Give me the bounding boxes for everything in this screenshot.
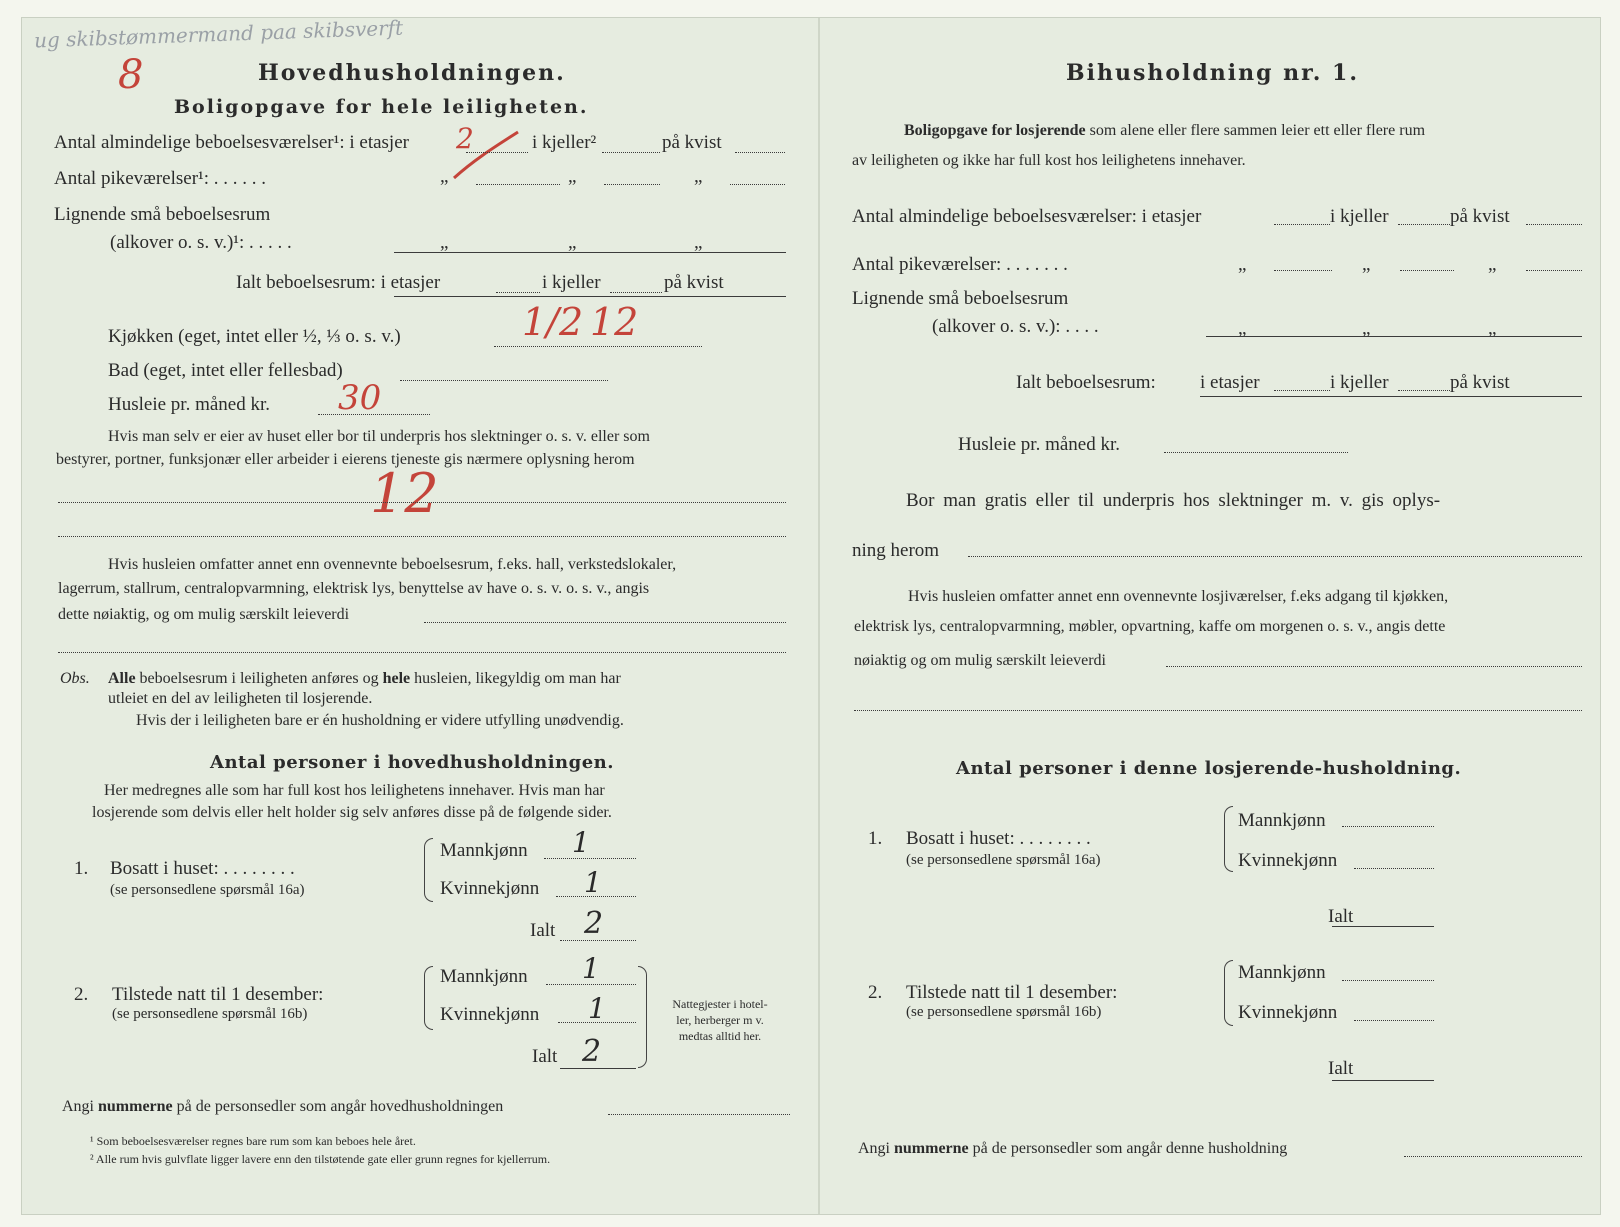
right-ialt-label: Ialt beboelsesrum: [1016, 372, 1156, 393]
right-row2-line3 [1526, 270, 1582, 271]
left-title: Hovedhusholdningen. [258, 60, 566, 86]
right-q2-ialt: Ialt [1328, 1058, 1354, 1079]
left-q2-right-brace [638, 966, 647, 1068]
left-q1-kvinne: Kvinnekjønn [440, 878, 540, 899]
right-q2-mann: Mannkjønn [1238, 962, 1326, 983]
left-natt-note-3: medtas alltid her. [678, 1029, 762, 1043]
left-q1-sub: (se personsedlene spørsmål 16a) [110, 882, 305, 898]
left-obs-text-1: beboelsesrum i leiligheten anføres og [139, 670, 379, 687]
right-kvist-line [1526, 224, 1582, 225]
left-q1-ialt: Ialt [530, 920, 556, 941]
handwritten-top-note: ug skibstømmermand paa skibsverft [33, 15, 404, 53]
left-ialt-label: Ialt beboelsesrum: i etasjer [236, 272, 441, 293]
left-herom-line-2 [58, 536, 786, 537]
left-rooms-row2-label: Antal pikeværelser¹: . . . . . . [54, 168, 267, 189]
right-ditto-4: „ [1238, 318, 1247, 339]
left-rooms-row3-label-b: (alkover o. s. v.)¹: . . . . . [110, 232, 292, 253]
left-bad-label: Bad (eget, intet eller fellesbad) [108, 360, 343, 381]
right-ialt-kjeller-line [1398, 390, 1450, 391]
left-q2-num: 2. [74, 984, 89, 1005]
left-footnote-1: ¹ Som beboelsesværelser regnes bare rum som kan beboes hele året. [90, 1134, 416, 1148]
right-q1-num: 1. [868, 828, 883, 849]
left-q2-sub: (se personsedlene spørsmål 16b) [112, 1006, 308, 1022]
left-herom-line-1 [58, 502, 786, 503]
right-intro-text-2: av leiligheten og ikke har full kost hos leilighetens innehaver. [852, 152, 1246, 169]
left-q1-kvinne-line [556, 896, 636, 897]
left-angi-a: Angi [62, 1098, 94, 1115]
handwritten-q2-mann: 1 [582, 952, 600, 985]
right-angi-c: på de personsedler som angår denne husholdning [972, 1140, 1288, 1157]
right-row2-line1 [1274, 270, 1332, 271]
left-row2-line3 [730, 184, 785, 185]
right-q2-num: 2. [868, 982, 883, 1003]
left-q2-ialt-line [560, 1068, 636, 1069]
left-q2-ialt: Ialt [532, 1046, 558, 1067]
right-gratis-2: ning herom [852, 540, 940, 561]
right-row3-label-a: Lignende små beboelsesrum [852, 288, 1069, 309]
right-ialt-kvist: på kvist [1450, 372, 1510, 393]
right-q1-mann: Mannkjønn [1238, 810, 1326, 831]
left-kvist-label: på kvist [662, 132, 722, 153]
right-angi-a: Angi [858, 1140, 890, 1157]
right-q1-label: Bosatt i huset: . . . . . . . . [906, 828, 1091, 849]
handwritten-kjokken: 1/2 [522, 300, 584, 344]
right-row3-underline [1206, 336, 1582, 337]
right-intro-bold: Boligopgave for losjerende [904, 122, 1086, 139]
left-husleie-line [318, 414, 430, 415]
left-husleie-label: Husleie pr. måned kr. [108, 394, 270, 415]
left-ditto-3: „ [694, 166, 703, 187]
right-row1-label: Antal almindelige beboelsesværelser: i etasjer [852, 206, 1202, 227]
right-kvist-label: på kvist [1450, 206, 1510, 227]
left-natt-note [650, 996, 790, 1044]
right-persons-title: Antal personer i denne losjerende-husholdning. [956, 758, 1462, 779]
right-q2-brace [1224, 960, 1233, 1026]
left-obs-text-2: husleien, likegyldig om man har [414, 670, 621, 687]
left-subtitle: Boligopgave for hele leiligheten. [174, 96, 589, 118]
left-omfatter-line-1 [424, 622, 786, 623]
right-omfatter-1: Hvis husleien omfatter annet enn ovennevnte losjiværelser, f.eks adgang til kjøkken, [908, 588, 1449, 605]
left-persons-text-2: losjerende som delvis eller helt holder sig selv anføres disse på de følgende sider. [92, 804, 612, 821]
left-ialt-underline [394, 296, 786, 297]
right-q1-ialt-line [1332, 926, 1434, 927]
left-q1-ialt-line [560, 940, 636, 941]
left-ialt-kvist: på kvist [664, 272, 724, 293]
right-q1-brace [1224, 806, 1233, 872]
left-kvist-line [735, 152, 785, 153]
right-q1-kvinne-line [1354, 868, 1434, 869]
left-q1-brace [424, 838, 433, 902]
left-q2-mann-line [546, 984, 636, 985]
left-persons-title: Antal personer i hovedhusholdningen. [210, 752, 615, 773]
left-eier-text-2: bestyrer, portner, funksjonær eller arbeider i eierens tjeneste gis nærmere oplysning herom [56, 451, 635, 468]
left-omfatter-2: lagerrum, stallrum, centralopvarmning, elektrisk lys, benyttelse av have o. s. v. o. s. v., angis [58, 580, 650, 597]
right-q2-mann-line [1342, 980, 1434, 981]
left-q1-mann-line [544, 858, 636, 859]
right-ditto-2: „ [1362, 254, 1371, 275]
left-footnote-2: ² Alle rum hvis gulvflate ligger lavere enn den tilstøtende gate eller grunn regnes for kjellerrum. [90, 1152, 551, 1166]
right-omfatter-line-2 [854, 710, 1582, 711]
left-ialt-etasjer-line [496, 292, 540, 293]
handwritten-q1-ialt: 2 [584, 906, 604, 941]
right-husleie-line [1164, 452, 1348, 453]
right-ialt-kjeller: i kjeller [1330, 372, 1389, 393]
left-angi-b: nummerne [98, 1098, 173, 1115]
left-ialt-kjeller-line [610, 292, 662, 293]
left-rooms-row3-label-a: Lignende små beboelsesrum [54, 204, 271, 225]
left-q2-kvinne: Kvinnekjønn [440, 1004, 540, 1025]
left-eier-text-1: Hvis man selv er eier av huset eller bor til underpris hos slektninger o. s. v. eller som [108, 428, 650, 445]
handwritten-q1-mann: 1 [572, 826, 590, 859]
left-ditto-1: „ [440, 166, 449, 187]
left-row3-underline [394, 252, 786, 253]
right-omfatter-2: elektrisk lys, centralopvarmning, møbler, opvartning, kaffe om morgenen o. s. v., angis dette [854, 618, 1446, 635]
right-row2-label: Antal pikeværelser: . . . . . . . [852, 254, 1068, 275]
left-q2-brace [424, 966, 433, 1030]
left-kjokken-line [494, 346, 702, 347]
right-ditto-3: „ [1488, 254, 1497, 275]
right-omfatter-3: nøiaktig og om mulig særskilt leieverdi [854, 652, 1106, 669]
left-q2-kvinne-line [558, 1022, 636, 1023]
left-obs-hele: hele [382, 670, 411, 687]
right-angi-line [1404, 1156, 1582, 1157]
left-q2-label: Tilstede natt til 1 desember: [112, 984, 324, 1005]
left-q1-mann: Mannkjønn [440, 840, 528, 861]
left-obs-label: Obs. [60, 670, 90, 687]
right-q2-kvinne: Kvinnekjønn [1238, 1002, 1338, 1023]
right-husleie-label: Husleie pr. måned kr. [958, 434, 1120, 455]
right-q1-ialt: Ialt [1328, 906, 1354, 927]
left-obs-alle: Alle [108, 670, 136, 687]
handwritten-q2-ialt: 2 [582, 1034, 602, 1069]
left-ditto-6: „ [694, 232, 703, 253]
left-natt-note-2: ler, herberger m v. [676, 1013, 764, 1027]
handwritten-q2-kvinne: 1 [588, 992, 606, 1025]
right-q1-sub: (se personsedlene spørsmål 16a) [906, 852, 1101, 868]
left-kjokken-label: Kjøkken (eget, intet eller ½, ⅓ o. s. v.) [108, 326, 401, 347]
right-ditto-1: „ [1238, 254, 1247, 275]
left-q1-label: Bosatt i huset: . . . . . . . . [110, 858, 295, 879]
left-rooms-row1-label: Antal almindelige beboelsesværelser¹: i etasjer [54, 132, 409, 153]
right-ialt-etasjer-line [1274, 390, 1330, 391]
handwritten-q1-kvinne: 1 [584, 866, 602, 899]
left-angi-c: på de personsedler som angår hovedhusholdningen [176, 1098, 504, 1115]
handwritten-page-number: 8 [118, 52, 144, 98]
left-kjeller-line [602, 152, 660, 153]
handwritten-herom: 12 [370, 462, 439, 525]
right-q1-kvinne: Kvinnekjønn [1238, 850, 1338, 871]
left-bad-line [400, 380, 608, 381]
right-gratis-1: Bor man gratis eller til underpris hos slektninger m. v. gis oplys- [906, 490, 1441, 511]
left-row2-line1 [476, 184, 560, 185]
page-fold [818, 18, 820, 1214]
left-ditto-5: „ [568, 232, 577, 253]
right-row2-line2 [1400, 270, 1454, 271]
right-gratis-line [968, 556, 1582, 557]
left-kjeller-label: i kjeller² [532, 132, 597, 153]
handwritten-kjokken-extra: 12 [590, 300, 639, 344]
right-ialt-etasjer: i etasjer [1200, 372, 1260, 393]
right-intro-text: som alene eller flere sammen leier ett eller flere rum [1089, 122, 1426, 139]
right-row3-label-b: (alkover o. s. v.): . . . . [932, 316, 1099, 337]
right-title: Bihusholdning nr. 1. [1066, 60, 1359, 86]
left-row2-line2 [604, 184, 660, 185]
left-ialt-kjeller: i kjeller [542, 272, 601, 293]
right-angi-b: nummerne [894, 1140, 969, 1157]
left-obs-text-4: Hvis der i leiligheten bare er én husholdning er videre utfylling unødvendig. [136, 712, 624, 729]
left-persons-text-1: Her medregnes alle som har full kost hos leilighetens innehaver. Hvis man har [104, 782, 605, 799]
right-kjeller-line [1398, 224, 1450, 225]
right-q2-kvinne-line [1354, 1020, 1434, 1021]
right-q2-ialt-line [1332, 1080, 1434, 1081]
right-kjeller-label: i kjeller [1330, 206, 1389, 227]
right-etasjer-line [1274, 224, 1330, 225]
left-q2-mann: Mannkjønn [440, 966, 528, 987]
right-ialt-underline [1200, 396, 1582, 397]
left-ditto-2: „ [568, 166, 577, 187]
right-ditto-6: „ [1488, 318, 1497, 339]
left-angi-line [608, 1114, 790, 1115]
right-omfatter-line-1 [1166, 666, 1582, 667]
handwritten-slash [446, 128, 526, 184]
left-q1-num: 1. [74, 858, 89, 879]
left-obs-text-3: utleiet en del av leiligheten til losjerende. [108, 690, 373, 707]
handwritten-etasjer: 2 [456, 122, 474, 155]
left-omfatter-1: Hvis husleien omfatter annet enn ovennevnte beboelsesrum, f.eks. hall, verkstedslokaler, [108, 556, 677, 573]
left-omfatter-line-2 [58, 652, 786, 653]
right-q2-sub: (se personsedlene spørsmål 16b) [906, 1004, 1102, 1020]
right-q2-label: Tilstede natt til 1 desember: [906, 982, 1118, 1003]
left-ditto-4: „ [440, 232, 449, 253]
left-etasjer-line [466, 152, 528, 153]
right-ditto-5: „ [1362, 318, 1371, 339]
left-natt-note-1: Nattegjester i hotel- [672, 997, 768, 1011]
handwritten-husleie: 30 [338, 378, 382, 418]
left-omfatter-3: dette nøiaktig, og om mulig særskilt leieverdi [58, 606, 350, 623]
right-q1-mann-line [1342, 826, 1434, 827]
